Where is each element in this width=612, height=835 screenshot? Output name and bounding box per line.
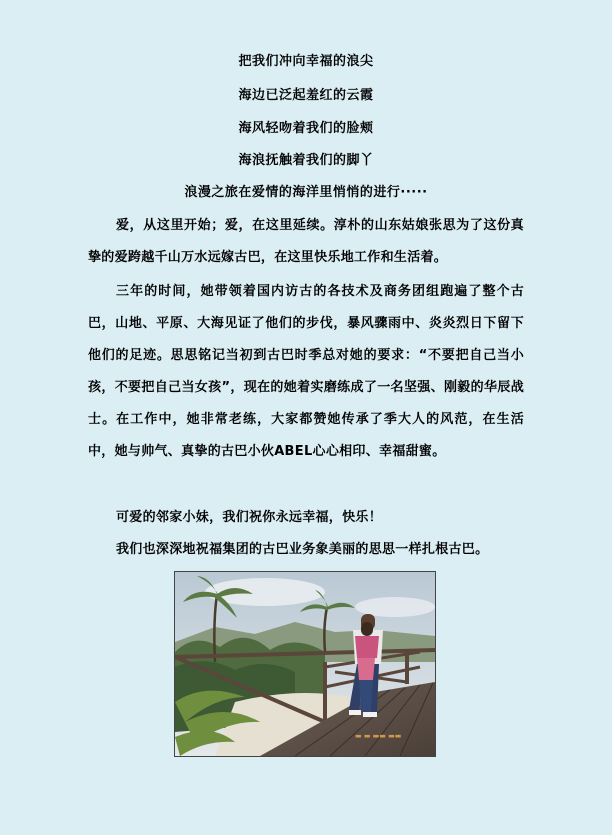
poem-line-2: 海边已泛起羞红的云霞 [238, 88, 374, 103]
poem-line-3: 海风轻吻着我们的脸颊 [238, 121, 374, 136]
paragraph-group-blessing: 我们也深深地祝福集团的古巴业务象美丽的思思一样扎根古巴。 [116, 542, 489, 557]
poem-line-1: 把我们冲向幸福的浪尖 [238, 54, 374, 69]
poem-line-4: 海浪抚触着我们的脚丫 [238, 153, 374, 168]
couple-beach-photo-icon [175, 572, 435, 756]
paragraph-love-begins: 爱，从这里开始；爱，在这里延续。淳朴的山东姑娘张思为了这份真挚的爱跨越千山万水远嫁古巴，在这里快乐地工作和生活着。 [88, 218, 524, 265]
couple-photo [174, 571, 436, 757]
paragraph-three-years: 三年的时间，她带领着国内访古的各技术及商务团组跑遍了整个古巴，山地、平原、大海见证了他们的步伐，暴风骤雨中、炎炎烈日下留下他们的足迹。思思铭记当初到古巴时季总对她的要求：“不要把自己当小孩，不要把自己当女孩”，现在的她着实磨练成了一名坚强、刚毅的华辰战士。在工作中，她非常老练，大家都赞她传承了季大人的风范，在生活中，她与帅气、真挚的古巴小伙ABEL心心相印、幸福甜蜜。 [88, 284, 524, 459]
paragraph-blessing: 可爱的邻家小妹，我们祝你永远幸福，快乐！ [116, 510, 383, 525]
svg-text:▬ ▬ ▬▬ ▬▬: ▬ ▬ ▬▬ ▬▬ [355, 732, 402, 740]
poem-line-5: 浪漫之旅在爱情的海洋里悄悄的进行····· [184, 185, 428, 200]
